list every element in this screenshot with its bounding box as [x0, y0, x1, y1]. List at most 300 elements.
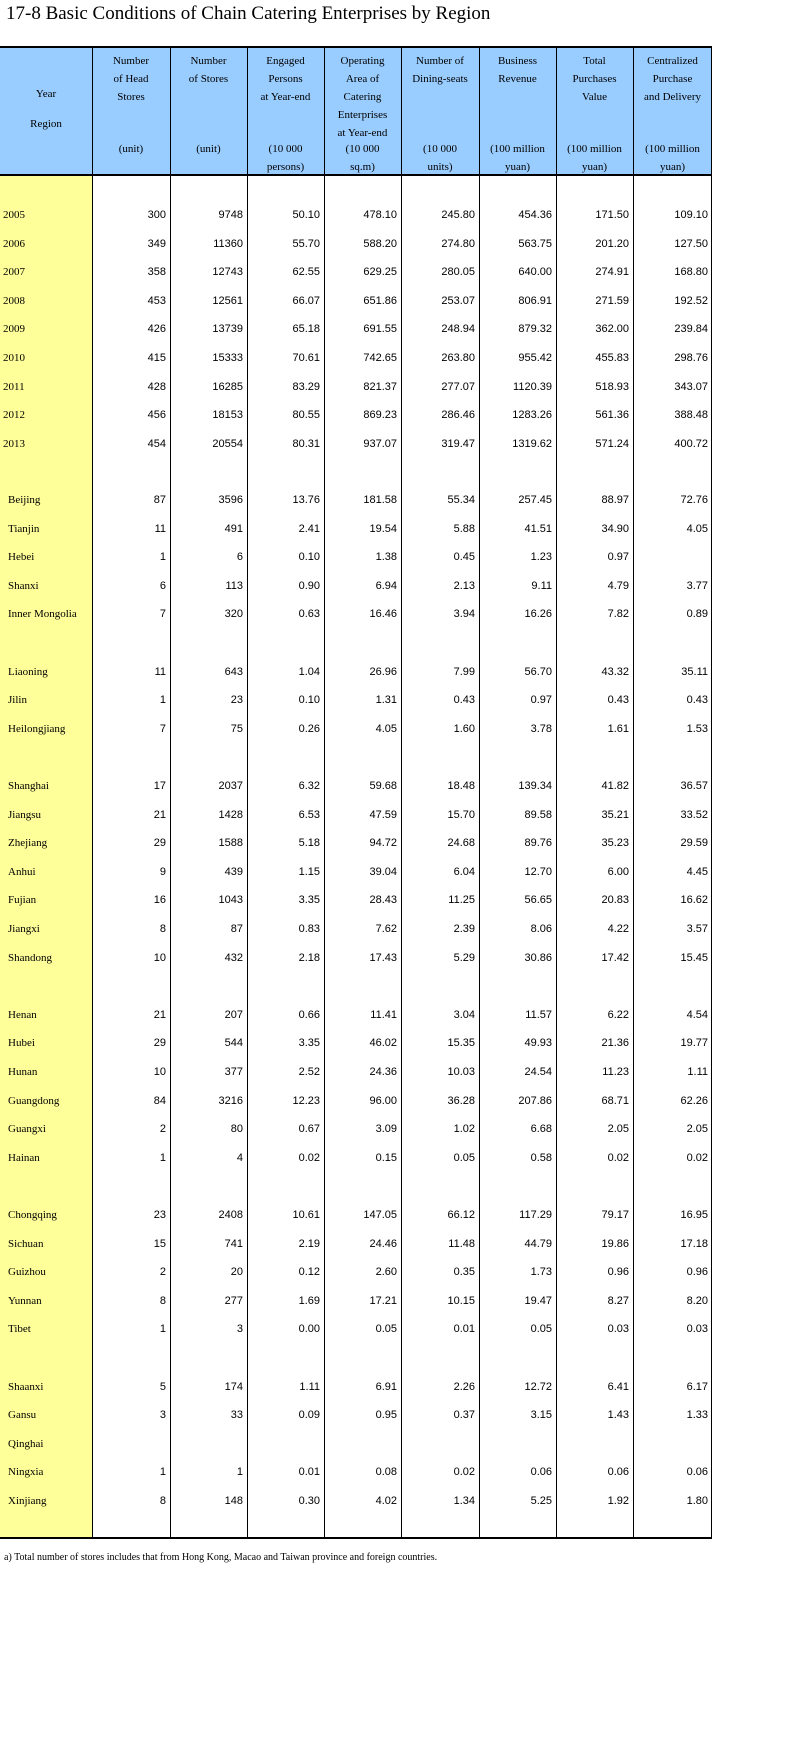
table-cell: 9: [159, 865, 166, 878]
table-cell: 17.18: [680, 1237, 708, 1250]
region-label: Shanghai: [8, 780, 49, 792]
table-cell: 643: [224, 665, 243, 678]
table-cell: 2.18: [298, 951, 320, 964]
region-label: Shandong: [8, 951, 52, 964]
table-cell: 1.53: [686, 722, 708, 735]
table-cell: 24.54: [524, 1066, 552, 1078]
table-cell: 0.03: [686, 1323, 708, 1336]
table-cell: 0.05: [530, 1323, 552, 1336]
table-cell: 21: [153, 1008, 166, 1021]
table-cell: 1.80: [686, 1495, 708, 1507]
table-cell: 3.09: [375, 1123, 397, 1136]
table-cell: 28.43: [369, 894, 397, 907]
table-cell: 0.97: [607, 551, 629, 564]
region-label: Anhui: [8, 865, 36, 878]
table-cell: 8.20: [686, 1294, 708, 1307]
table-cell: 21.36: [601, 1037, 629, 1050]
table-cell: 415: [147, 352, 166, 364]
region-label: Tibet: [8, 1323, 31, 1336]
table-cell: 75: [230, 722, 243, 735]
table-cell: 1: [159, 1466, 166, 1479]
region-label: Liaoning: [8, 665, 48, 678]
table-cell: 13.76: [292, 494, 320, 506]
table-cell: 7: [159, 722, 166, 735]
table-cell: 16.62: [680, 894, 708, 907]
region-label: Jiangxi: [8, 923, 40, 935]
column-divider: [401, 48, 402, 1538]
table-cell: 439: [224, 865, 243, 878]
table-cell: 1120.39: [513, 380, 552, 393]
stub-year-label: Year: [35, 88, 57, 100]
table-cell: 10: [153, 951, 166, 964]
table-cell: 46.02: [369, 1037, 397, 1050]
table-cell: 274.91: [595, 266, 629, 279]
table-cell: 5.88: [453, 522, 475, 535]
table-cell: 277.07: [441, 380, 475, 393]
column-header-unit: (100 million yuan): [645, 143, 700, 173]
table-cell: 68.71: [601, 1094, 629, 1107]
table-cell: 0.05: [375, 1323, 397, 1336]
column-divider: [247, 48, 248, 1538]
table-cell: 1.15: [298, 865, 320, 878]
column-header-unit: (100 million yuan): [567, 143, 622, 173]
table-cell: 349: [147, 237, 166, 250]
table-cell: 35.23: [601, 837, 629, 850]
table-cell: 2.05: [686, 1123, 708, 1136]
table-cell: 1428: [218, 808, 243, 821]
table-cell: 17: [153, 780, 166, 792]
table-cell: 0.02: [298, 1151, 320, 1164]
table-cell: 2.39: [453, 923, 475, 935]
table-cell: 2.19: [298, 1237, 320, 1250]
table-cell: 11: [154, 665, 166, 678]
table-cell: 3.35: [298, 1037, 320, 1050]
table-cell: 147.05: [363, 1209, 397, 1221]
table-cell: 29: [153, 837, 166, 850]
table-cell: 50.10: [292, 209, 320, 221]
table-cell: 2: [159, 1266, 166, 1279]
table-cell: 286.46: [441, 409, 475, 422]
table-cell: 66.07: [292, 294, 320, 307]
table-cell: 277: [224, 1294, 243, 1307]
table-cell: 23: [230, 694, 243, 707]
table-cell: 6.22: [607, 1008, 629, 1021]
table-cell: 362.00: [595, 323, 629, 336]
table-cell: 2.05: [607, 1123, 629, 1136]
table-cell: 0.67: [298, 1123, 320, 1136]
table-cell: 1.33: [686, 1409, 708, 1422]
table-cell: 3.77: [686, 579, 708, 592]
table-cell: 0.96: [607, 1266, 629, 1279]
table-cell: 937.07: [363, 437, 397, 450]
table-cell: 319.47: [441, 437, 475, 450]
table-cell: 0.06: [530, 1466, 552, 1479]
table-cell: 0.05: [453, 1151, 475, 1164]
region-label: Qinghai: [8, 1437, 44, 1450]
year-label: 2009: [3, 323, 25, 336]
table-cell: 879.32: [518, 323, 552, 336]
table-cell: 8: [159, 1294, 166, 1307]
table-cell: 11.23: [602, 1066, 629, 1078]
table-cell: 62.26: [680, 1094, 708, 1107]
table-cell: 0.02: [453, 1466, 475, 1479]
table-cell: 16: [153, 894, 166, 907]
table-cell: 56.65: [524, 894, 552, 907]
table-cell: 1.38: [375, 551, 397, 564]
table-cell: 55.34: [447, 494, 475, 506]
table-cell: 109.10: [674, 209, 708, 221]
table-cell: 6: [159, 579, 166, 592]
table-cell: 17.43: [369, 951, 397, 964]
table-cell: 66.12: [447, 1209, 475, 1221]
table-cell: 8.27: [607, 1294, 629, 1307]
table-cell: 9.11: [531, 579, 552, 592]
column-divider: [479, 48, 480, 1538]
table-cell: 8.06: [530, 923, 552, 935]
table-cell: 89.58: [524, 808, 552, 821]
table-cell: 1043: [218, 894, 243, 907]
region-label: Sichuan: [8, 1237, 44, 1250]
table-cell: 0.09: [298, 1409, 320, 1422]
table-cell: 62.55: [292, 266, 320, 279]
table-cell: 174: [224, 1380, 243, 1393]
table-cell: 11: [154, 522, 166, 535]
table-cell: 19.86: [601, 1237, 629, 1250]
table-cell: 36.28: [447, 1094, 475, 1107]
table-cell: 24.46: [369, 1237, 397, 1250]
table-cell: 1319.62: [512, 437, 552, 450]
table-cell: 34.90: [601, 522, 629, 535]
table-cell: 15.70: [447, 808, 475, 821]
table-cell: 70.61: [292, 352, 320, 364]
table-cell: 456: [147, 409, 166, 422]
table-cell: 1.92: [607, 1495, 629, 1507]
table-cell: 432: [224, 951, 243, 964]
table-cell: 17.21: [369, 1294, 397, 1307]
table-cell: 588.20: [363, 237, 397, 250]
table-cell: 358: [147, 266, 166, 279]
region-label: Zhejiang: [8, 837, 48, 850]
table-cell: 139.34: [518, 780, 552, 792]
table-cell: 89.76: [524, 837, 552, 850]
table-cell: 4.79: [607, 579, 629, 592]
table-cell: 1283.26: [512, 409, 552, 422]
table-cell: 0.96: [686, 1266, 708, 1279]
table-cell: 11.57: [525, 1008, 552, 1021]
table-cell: 3.94: [453, 608, 475, 621]
region-label: Jiangsu: [8, 808, 41, 821]
column-divider: [92, 48, 93, 1538]
table-cell: 56.70: [524, 665, 552, 678]
table-cell: 1.31: [375, 694, 397, 707]
table-cell: 80.31: [292, 437, 320, 450]
table-cell: 426: [147, 323, 166, 336]
table-cell: 12743: [212, 266, 243, 279]
table-cell: 3.57: [686, 923, 708, 935]
table-cell: 207: [224, 1008, 243, 1021]
table-cell: 12.23: [292, 1094, 320, 1107]
table-cell: 0.30: [298, 1495, 320, 1507]
table-cell: 271.59: [595, 294, 629, 307]
table-cell: 0.06: [607, 1466, 629, 1479]
table-cell: 207.86: [518, 1094, 552, 1107]
table-cell: 79.17: [601, 1209, 629, 1221]
table-cell: 320: [224, 608, 243, 621]
table-cell: 6.68: [530, 1123, 552, 1136]
table-cell: 16.46: [369, 608, 397, 621]
table-cell: 41.82: [601, 780, 629, 792]
column-divider: [633, 48, 634, 1538]
region-label: Yunnan: [8, 1294, 42, 1307]
table-cell: 3: [159, 1409, 166, 1422]
table-cell: 571.24: [595, 437, 629, 450]
table-cell: 7.99: [453, 665, 475, 678]
region-label: Guizhou: [8, 1266, 46, 1279]
table-cell: 343.07: [674, 380, 708, 393]
table-cell: 561.36: [595, 409, 629, 422]
table-cell: 0.12: [298, 1266, 320, 1279]
table-cell: 454: [147, 437, 166, 450]
table-cell: 33: [230, 1409, 243, 1422]
column-header: [401, 52, 479, 173]
table-cell: 7.82: [607, 608, 629, 621]
table-cell: 0.00: [298, 1323, 320, 1336]
table-cell: 0.97: [530, 694, 552, 707]
table-cell: 478.10: [363, 209, 397, 221]
table-cell: 0.63: [298, 608, 320, 621]
table-cell: 806.91: [518, 294, 552, 307]
region-label: Tianjin: [8, 522, 40, 535]
table-cell: 201.20: [595, 237, 629, 250]
table-cell: 1: [159, 694, 166, 707]
column-header: [633, 52, 712, 173]
table-cell: 33.52: [680, 808, 708, 821]
year-label: 2013: [3, 437, 25, 450]
table-cell: 96.00: [369, 1094, 397, 1107]
table-cell: 298.76: [674, 352, 708, 364]
year-label: 2011: [3, 380, 25, 393]
table-cell: 3.78: [530, 722, 552, 735]
table-cell: 6.17: [686, 1380, 708, 1393]
table-cell: 4: [236, 1151, 243, 1164]
table-cell: 49.93: [524, 1037, 552, 1050]
region-label: Gansu: [8, 1409, 37, 1422]
table-cell: 0.89: [686, 608, 708, 621]
table-cell: 300: [147, 209, 166, 221]
year-label: 2007: [3, 266, 25, 279]
region-label: Shaanxi: [8, 1380, 44, 1393]
table-cell: 741: [224, 1237, 243, 1250]
column-header-unit: (100 million yuan): [490, 143, 545, 173]
column-header-unit: (10 000 units): [423, 143, 457, 173]
column-header: [479, 52, 556, 173]
table-cell: 2.13: [453, 579, 475, 592]
table-cell: 15333: [212, 352, 243, 364]
table-cell: 47.59: [369, 808, 397, 821]
table-cell: 41.51: [524, 522, 552, 535]
table-cell: 13739: [212, 323, 243, 336]
column-header-label: Number of Head Stores: [112, 55, 150, 103]
table-cell: 869.23: [363, 409, 397, 422]
table-cell: 1.11: [687, 1066, 708, 1078]
region-label: Inner Mongolia: [8, 608, 77, 621]
table-cell: 1.73: [530, 1266, 552, 1279]
table-cell: 11.48: [448, 1237, 475, 1250]
table-cell: 26.96: [369, 665, 397, 678]
region-label: Hunan: [8, 1066, 38, 1078]
table-cell: 4.02: [375, 1495, 397, 1507]
column-header-label: Total Purchases Value: [572, 55, 617, 103]
table-cell: 5.18: [298, 837, 320, 850]
table-cell: 24.36: [369, 1066, 397, 1078]
table-cell: 518.93: [595, 380, 629, 393]
table-cell: 0.43: [453, 694, 475, 707]
table-cell: 2.60: [375, 1266, 397, 1279]
table-cell: 19.54: [369, 522, 397, 535]
table-cell: 2.52: [298, 1066, 320, 1078]
table-cell: 80.55: [292, 409, 320, 422]
table-cell: 0.58: [530, 1151, 552, 1164]
footnote: a) Total number of stores includes that from Hong Kong, Macao and Taiwan province and foreign countries.: [4, 1552, 438, 1563]
table-cell: 0.08: [375, 1466, 397, 1479]
table-cell: 10.15: [447, 1294, 475, 1307]
table-cell: 3.15: [530, 1409, 552, 1422]
table-cell: 21: [153, 808, 166, 821]
region-label: Xinjiang: [8, 1495, 47, 1507]
table-cell: 0.03: [607, 1323, 629, 1336]
table-cell: 2408: [218, 1209, 243, 1221]
column-header-label: Business Revenue: [497, 55, 538, 85]
table-cell: 1.34: [453, 1495, 475, 1507]
table-cell: 29: [153, 1037, 166, 1050]
year-label: 2008: [3, 294, 25, 307]
table-cell: 83.29: [292, 380, 320, 393]
table-cell: 0.02: [607, 1151, 629, 1164]
region-label: Hubei: [8, 1037, 35, 1050]
table-cell: 280.05: [441, 266, 475, 279]
table-cell: 15: [153, 1237, 166, 1250]
table-cell: 6.04: [453, 865, 475, 878]
table-cell: 0.02: [686, 1151, 708, 1164]
table-cell: 0.66: [298, 1008, 320, 1021]
table-cell: 23: [153, 1209, 166, 1221]
table-cell: 0.01: [453, 1323, 475, 1336]
table-cell: 274.80: [441, 237, 475, 250]
region-label: Jilin: [8, 694, 27, 707]
column-header-unit: (unit): [196, 143, 221, 155]
table-cell: 84: [153, 1094, 166, 1107]
table-cell: 0.01: [298, 1466, 320, 1479]
table-cell: 245.80: [441, 209, 475, 221]
region-label: Ningxia: [8, 1466, 44, 1479]
table-cell: 821.37: [363, 380, 397, 393]
table-cell: 428: [147, 380, 166, 393]
table-cell: 65.18: [292, 323, 320, 336]
table-cell: 72.76: [680, 494, 708, 506]
table-cell: 8: [159, 923, 166, 935]
column-header: [247, 52, 324, 173]
column-header-unit: (10 000 sq.m): [345, 143, 380, 173]
table-cell: 15.35: [447, 1037, 475, 1050]
table-cell: 6.41: [607, 1380, 629, 1393]
table-cell: 0.90: [298, 579, 320, 592]
table-cell: 0.26: [298, 722, 320, 735]
table-cell: 24.68: [447, 837, 475, 850]
table-cell: 2.26: [453, 1380, 475, 1393]
table-cell: 5.25: [530, 1495, 552, 1507]
table-cell: 955.42: [518, 352, 552, 364]
table-cell: 20: [230, 1266, 243, 1279]
table-cell: 5.29: [453, 951, 475, 964]
column-header-label: Number of Stores: [188, 55, 229, 85]
table-cell: 4.45: [686, 865, 708, 878]
table-cell: 0.35: [453, 1266, 475, 1279]
table-cell: 168.80: [674, 266, 708, 279]
table-cell: 388.48: [674, 409, 708, 422]
table-cell: 1.69: [298, 1294, 320, 1307]
table-cell: 1: [236, 1466, 243, 1479]
region-label: Heilongjiang: [8, 722, 66, 735]
table-cell: 2.41: [298, 522, 320, 535]
table-title: 17-8 Basic Conditions of Chain Catering Enterprises by Region: [6, 3, 491, 24]
table-cell: 239.84: [674, 323, 708, 336]
table-cell: 127.50: [674, 237, 708, 250]
table-cell: 491: [224, 522, 243, 535]
column-divider: [711, 48, 712, 1538]
table-cell: 20.83: [601, 894, 629, 907]
table-cell: 3.35: [298, 894, 320, 907]
table-cell: 11.25: [448, 894, 475, 907]
table-cell: 181.58: [363, 494, 397, 506]
table-cell: 6.53: [298, 808, 320, 821]
table-cell: 3: [236, 1323, 243, 1336]
table-cell: 0.06: [686, 1466, 708, 1479]
table-cell: 6: [236, 551, 243, 564]
table-cell: 253.07: [441, 294, 475, 307]
table-cell: 691.55: [363, 323, 397, 336]
column-header-label: Engaged Persons at Year-end: [260, 55, 311, 103]
table-cell: 36.57: [680, 780, 708, 792]
year-label: 2012: [3, 409, 25, 422]
table-cell: 455.83: [595, 352, 629, 364]
table-cell: 7: [159, 608, 166, 621]
table-cell: 171.50: [595, 209, 629, 221]
bottom-rule: [0, 1537, 712, 1539]
table-cell: 1.43: [607, 1409, 629, 1422]
table-cell: 1.60: [453, 722, 475, 735]
table-cell: 1.11: [299, 1380, 320, 1393]
column-header-label: Operating Area of Catering Enterprises at Year-end: [337, 55, 388, 139]
table-cell: 1.61: [607, 722, 629, 735]
table-cell: 10: [153, 1066, 166, 1078]
table-cell: 17.42: [601, 951, 629, 964]
table-cell: 0.10: [298, 694, 320, 707]
table-cell: 6.91: [375, 1380, 397, 1393]
table-cell: 30.86: [524, 951, 552, 964]
column-divider: [556, 48, 557, 1538]
table-cell: 20554: [212, 437, 243, 450]
column-header-unit: (unit): [118, 143, 144, 155]
column-header-label: Centralized Purchase and Delivery: [643, 55, 702, 103]
table-cell: 16.95: [680, 1209, 708, 1221]
table-cell: 87: [230, 923, 243, 935]
column-header-unit: (10 000 persons): [266, 143, 305, 173]
table-cell: 2037: [218, 780, 243, 792]
table-cell: 11.41: [370, 1008, 397, 1021]
table-cell: 3596: [218, 494, 243, 506]
table-cell: 19.77: [680, 1037, 708, 1050]
table-cell: 544: [224, 1037, 243, 1050]
